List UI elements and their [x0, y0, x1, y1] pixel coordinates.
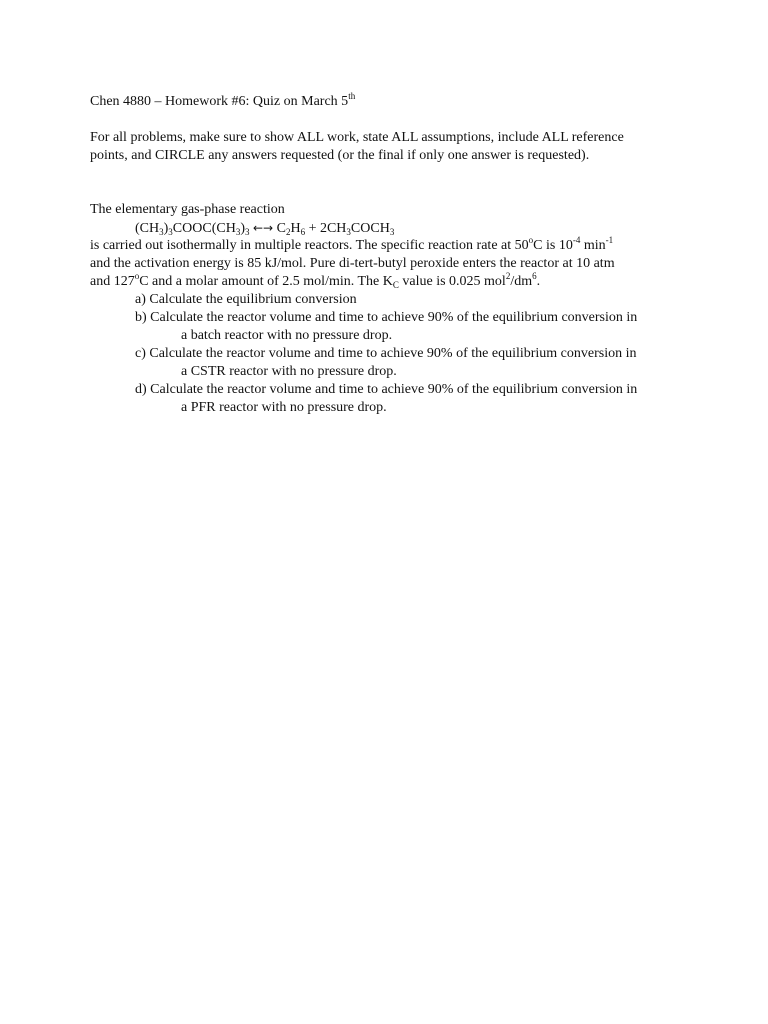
reaction-text: + 2CH [305, 221, 347, 236]
reaction-subscript: 3 [346, 227, 351, 237]
degree-superscript: o [134, 271, 140, 281]
problem-text-line [90, 273, 690, 291]
reaction-text: COCH [350, 221, 390, 236]
question-part-a: a) Calculate the equilibrium conversion [135, 292, 357, 307]
question-part-b: b) Calculate the reactor volume and time to achieve 90% of the equilibrium conversion in [135, 310, 638, 325]
problem-text: C is 10 [533, 238, 573, 253]
problem-text-line: and the activation energy is 85 kJ/mol. Pure di-tert-butyl peroxide enters the reactor at 10 atm [90, 256, 615, 271]
equilibrium-arrows-icon: ←→ [252, 221, 274, 235]
problem-text: value is 0.025 mol [398, 274, 506, 289]
problem-text: C and a molar amount of 2.5 mol/min. The K [139, 274, 393, 289]
reaction-subscript: 3 [244, 227, 250, 237]
kc-subscript: C [392, 280, 399, 290]
question-part-c-continued: a CSTR reactor with no pressure drop. [181, 364, 397, 379]
question-part-c: c) Calculate the reactor volume and time to achieve 90% of the equilibrium conversion in [135, 346, 637, 361]
problem-text-line [90, 237, 690, 255]
instructions-line: points, and CIRCLE any answers requested (or the final if only one answer is requested). [90, 148, 590, 163]
problem-intro: The elementary gas-phase reaction [90, 202, 285, 217]
reaction-text: COOC(CH [172, 221, 236, 236]
instructions-line: For all problems, make sure to show ALL work, state ALL assumptions, include ALL reference [90, 130, 624, 145]
reaction-subscript: 3 [235, 227, 241, 237]
instructions-paragraph [90, 129, 690, 165]
reaction-equation [90, 219, 690, 237]
problem-text: min [580, 238, 606, 253]
reaction-subscript: 3 [159, 227, 164, 237]
reaction-subscript: 2 [285, 227, 291, 237]
exponent-superscript: 2 [505, 271, 511, 281]
problem-block [90, 201, 690, 417]
title-superscript: th [348, 91, 356, 101]
reaction-text: ) [163, 221, 169, 236]
degree-superscript: o [528, 235, 534, 245]
reaction-text: H [290, 221, 301, 236]
question-part-b-continued: a batch reactor with no pressure drop. [181, 328, 393, 343]
reaction-text: (CH [135, 221, 160, 236]
problem-text: is carried out isothermally in multiple reactors. The specific reaction rate at 50 [90, 238, 529, 253]
title-text: Chen 4880 – Homework #6: Quiz on March 5 [90, 94, 349, 109]
document-title [90, 93, 355, 111]
reaction-subscript: 6 [300, 227, 306, 237]
reaction-text: ) [240, 221, 245, 236]
exponent-superscript: -4 [572, 235, 581, 245]
question-part-d-continued: a PFR reactor with no pressure drop. [181, 400, 387, 415]
exponent-superscript: 6 [532, 271, 537, 281]
problem-text: . [536, 274, 541, 289]
problem-text: /dm [510, 274, 533, 289]
reaction-subscript: 3 [168, 227, 173, 237]
problem-text: and 127 [90, 274, 135, 289]
question-part-d: d) Calculate the reactor volume and time to achieve 90% of the equilibrium conversion in [135, 382, 638, 397]
reaction-text: C [276, 221, 286, 236]
exponent-superscript: -1 [605, 235, 614, 245]
reaction-subscript: 3 [389, 227, 395, 237]
